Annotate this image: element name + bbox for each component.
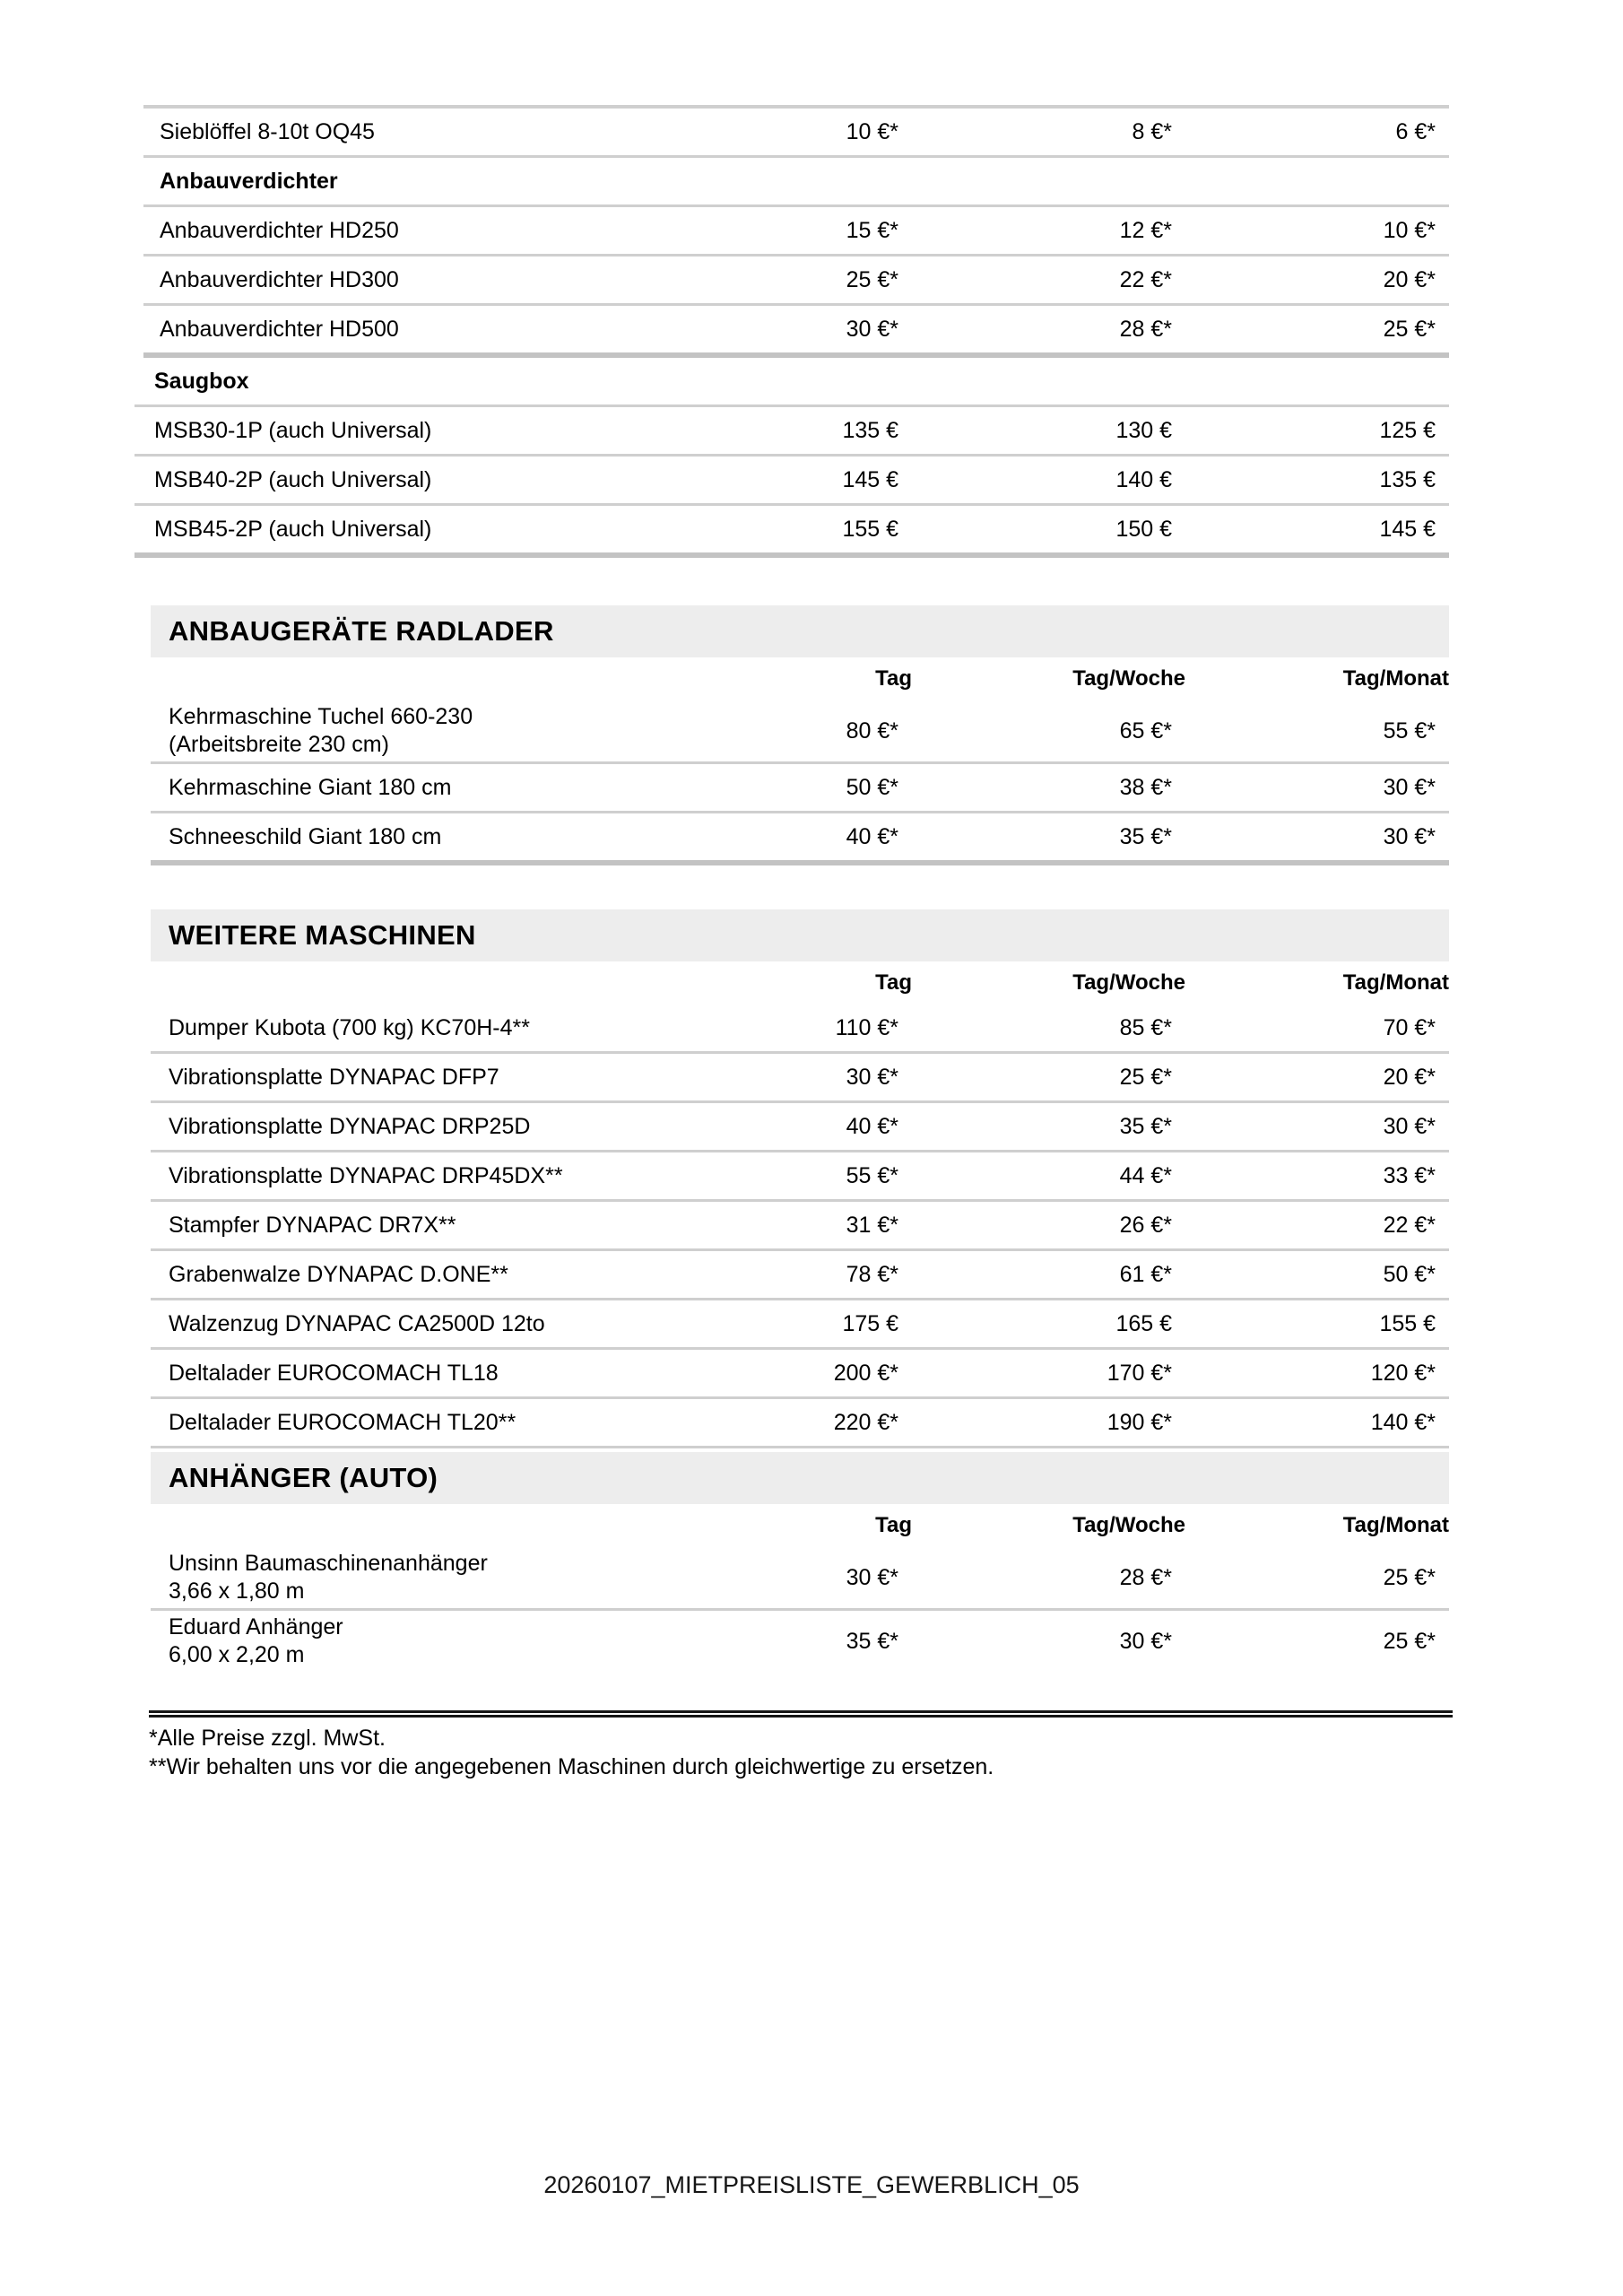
price-day-month: 30 €* [1383, 1113, 1436, 1139]
price-day: 40 €* [846, 823, 898, 849]
table-row [151, 1547, 1449, 1611]
price-day-week: 26 €* [1119, 1212, 1172, 1238]
table-row [151, 764, 1449, 813]
price-day: 10 €* [846, 118, 898, 144]
price-day-month: 25 €* [1383, 1564, 1436, 1590]
column-header-day-month: Tag/Monat [1342, 666, 1449, 691]
price-day-month: 55 €* [1383, 718, 1436, 744]
column-header-row [151, 1504, 1449, 1547]
row-label: Anbauverdichter HD300 [160, 266, 399, 292]
row-label: MSB45-2P (auch Universal) [154, 516, 432, 542]
price-day-month: 33 €* [1383, 1162, 1436, 1188]
document-id-footer: 20260107_MIETPREISLISTE_GEWERBLICH_05 [543, 2171, 1080, 2198]
price-day: 135 € [842, 417, 898, 443]
price-day: 40 €* [846, 1113, 898, 1139]
row-label: Sieblöffel 8-10t OQ45 [160, 118, 375, 144]
row-label: Vibrationsplatte DYNAPAC DFP7 [169, 1064, 499, 1090]
price-day: 15 €* [846, 217, 898, 243]
price-day-week: 22 €* [1119, 266, 1172, 292]
table-row [143, 207, 1449, 257]
price-tables [0, 105, 1623, 1672]
footnote-mwst: *Alle Preise zzgl. MwSt. [149, 1726, 386, 1751]
price-day-month: 30 €* [1383, 774, 1436, 800]
row-label-line2: 6,00 x 2,20 m [169, 1642, 305, 1667]
price-day-month: 135 € [1379, 466, 1436, 492]
price-day-month: 145 € [1379, 516, 1436, 542]
price-day-week: 12 €* [1119, 217, 1172, 243]
price-day-month: 22 €* [1383, 1212, 1436, 1238]
price-day-month: 125 € [1379, 417, 1436, 443]
column-header-day: Tag [875, 970, 912, 995]
price-day-week: 44 €* [1119, 1162, 1172, 1188]
row-label: Vibrationsplatte DYNAPAC DRP25D [169, 1113, 531, 1139]
table-row [135, 457, 1449, 506]
column-header-day-week: Tag/Woche [1072, 666, 1185, 691]
price-day-week: 28 €* [1119, 316, 1172, 342]
row-label: MSB40-2P (auch Universal) [154, 466, 432, 492]
price-day-week: 65 €* [1119, 718, 1172, 744]
price-day: 220 €* [833, 1409, 898, 1435]
price-day-week: 140 € [1115, 466, 1172, 492]
price-day-month: 6 €* [1395, 118, 1436, 144]
price-day-week: 8 €* [1132, 118, 1172, 144]
column-header-day: Tag [875, 666, 912, 691]
price-day-month: 25 €* [1383, 316, 1436, 342]
row-label: Deltalader EUROCOMACH TL18 [169, 1360, 499, 1386]
price-day-week: 165 € [1115, 1310, 1172, 1336]
table-row [135, 407, 1449, 457]
table-row [151, 1399, 1449, 1448]
price-day: 110 €* [835, 1014, 898, 1040]
row-label: Stampfer DYNAPAC DR7X** [169, 1212, 456, 1238]
price-table-section-anhaenger [151, 1452, 1449, 1672]
price-day: 50 €* [846, 774, 898, 800]
price-day: 30 €* [846, 1064, 898, 1090]
price-day-week: 130 € [1115, 417, 1172, 443]
table-row [151, 1251, 1449, 1300]
price-day: 145 € [842, 466, 898, 492]
row-label-line2: 3,66 x 1,80 m [169, 1578, 305, 1604]
price-day-month: 120 €* [1370, 1360, 1436, 1386]
price-day: 30 €* [846, 1564, 898, 1590]
column-header-day-week: Tag/Woche [1072, 1513, 1185, 1537]
row-label: Unsinn Baumaschinenanhänger 3,66 x 1,80 m [151, 1550, 643, 1605]
price-day-week: 25 €* [1119, 1064, 1172, 1090]
price-day: 78 €* [846, 1261, 898, 1287]
table-row [151, 1152, 1449, 1202]
row-label: MSB30-1P (auch Universal) [154, 417, 432, 443]
price-day-week: 28 €* [1119, 1564, 1172, 1590]
footnote-separator [149, 1710, 1453, 1718]
price-day: 31 €* [846, 1212, 898, 1238]
section-header: ANHÄNGER (AUTO) [151, 1452, 1449, 1504]
price-day-week: 35 €* [1119, 823, 1172, 849]
row-label: Anbauverdichter HD500 [160, 316, 399, 342]
price-table-section-weitere [151, 909, 1449, 1448]
price-day: 175 € [842, 1310, 898, 1336]
price-day-month: 70 €* [1383, 1014, 1436, 1040]
row-label: Kehrmaschine Giant 180 cm [169, 774, 452, 800]
row-label: Deltalader EUROCOMACH TL20** [169, 1409, 516, 1435]
price-table-section-continuation [143, 105, 1449, 358]
column-header-day: Tag [875, 1513, 912, 1537]
price-day: 55 €* [846, 1162, 898, 1188]
price-day-week: 61 €* [1119, 1261, 1172, 1287]
price-day: 25 €* [846, 266, 898, 292]
row-label-line2: (Arbeitsbreite 230 cm) [169, 732, 389, 757]
row-label: Anbauverdichter [160, 168, 338, 194]
table-row [151, 1054, 1449, 1103]
table-row [151, 1611, 1449, 1672]
column-header-row [151, 657, 1449, 700]
price-table-section-radlader [151, 605, 1449, 865]
price-day-month: 30 €* [1383, 823, 1436, 849]
column-header-day-week: Tag/Woche [1072, 970, 1185, 995]
price-day: 80 €* [846, 718, 898, 744]
price-day: 30 €* [846, 316, 898, 342]
price-day-week: 38 €* [1119, 774, 1172, 800]
price-day-week: 150 € [1115, 516, 1172, 542]
column-header-day-month: Tag/Monat [1342, 970, 1449, 995]
price-table-section-saugbox [135, 358, 1449, 558]
footnote-replacement: **Wir behalten uns vor die angegebenen Maschinen durch gleichwertige zu ersetzen. [149, 1754, 994, 1779]
price-day-week: 190 €* [1107, 1409, 1172, 1435]
table-row [151, 1300, 1449, 1350]
table-row [151, 700, 1449, 764]
row-label: Grabenwalze DYNAPAC D.ONE** [169, 1261, 508, 1287]
price-day-week: 170 €* [1107, 1360, 1172, 1386]
table-row [151, 1103, 1449, 1152]
table-row [151, 813, 1449, 865]
row-label: Saugbox [154, 368, 249, 394]
table-row [143, 257, 1449, 306]
row-label: Walzenzug DYNAPAC CA2500D 12to [169, 1310, 545, 1336]
price-day-month: 140 €* [1370, 1409, 1436, 1435]
price-day-week: 85 €* [1119, 1014, 1172, 1040]
footnotes [149, 1724, 1453, 1781]
price-day-month: 10 €* [1383, 217, 1436, 243]
price-day-month: 20 €* [1383, 266, 1436, 292]
price-day-month: 20 €* [1383, 1064, 1436, 1090]
price-day-week: 30 €* [1119, 1628, 1172, 1654]
row-label: Schneeschild Giant 180 cm [169, 823, 442, 849]
table-row [143, 109, 1449, 158]
row-label: Eduard Anhänger 6,00 x 2,20 m [151, 1613, 643, 1669]
price-day: 200 €* [833, 1360, 898, 1386]
price-day-week: 35 €* [1119, 1113, 1172, 1139]
table-row [151, 1202, 1449, 1251]
price-day-month: 25 €* [1383, 1628, 1436, 1654]
row-label: Anbauverdichter HD250 [160, 217, 399, 243]
table-row [151, 1004, 1449, 1054]
price-day-month: 155 € [1379, 1310, 1436, 1336]
column-header-day-month: Tag/Monat [1342, 1513, 1449, 1537]
section-header: WEITERE MASCHINEN [151, 909, 1449, 961]
row-label: Vibrationsplatte DYNAPAC DRP45DX** [169, 1162, 563, 1188]
table-row [135, 506, 1449, 558]
row-label: Kehrmaschine Tuchel 660-230 (Arbeitsbreite 230 cm) [151, 703, 643, 759]
price-day: 155 € [842, 516, 898, 542]
section-header: ANBAUGERÄTE RADLADER [151, 605, 1449, 657]
column-header-row [151, 961, 1449, 1004]
price-day-month: 50 €* [1383, 1261, 1436, 1287]
row-label: Dumper Kubota (700 kg) KC70H-4** [169, 1014, 530, 1040]
table-row [143, 158, 1449, 207]
price-day: 35 €* [846, 1628, 898, 1654]
table-row [135, 358, 1449, 407]
table-row [143, 306, 1449, 358]
table-row [151, 1350, 1449, 1399]
